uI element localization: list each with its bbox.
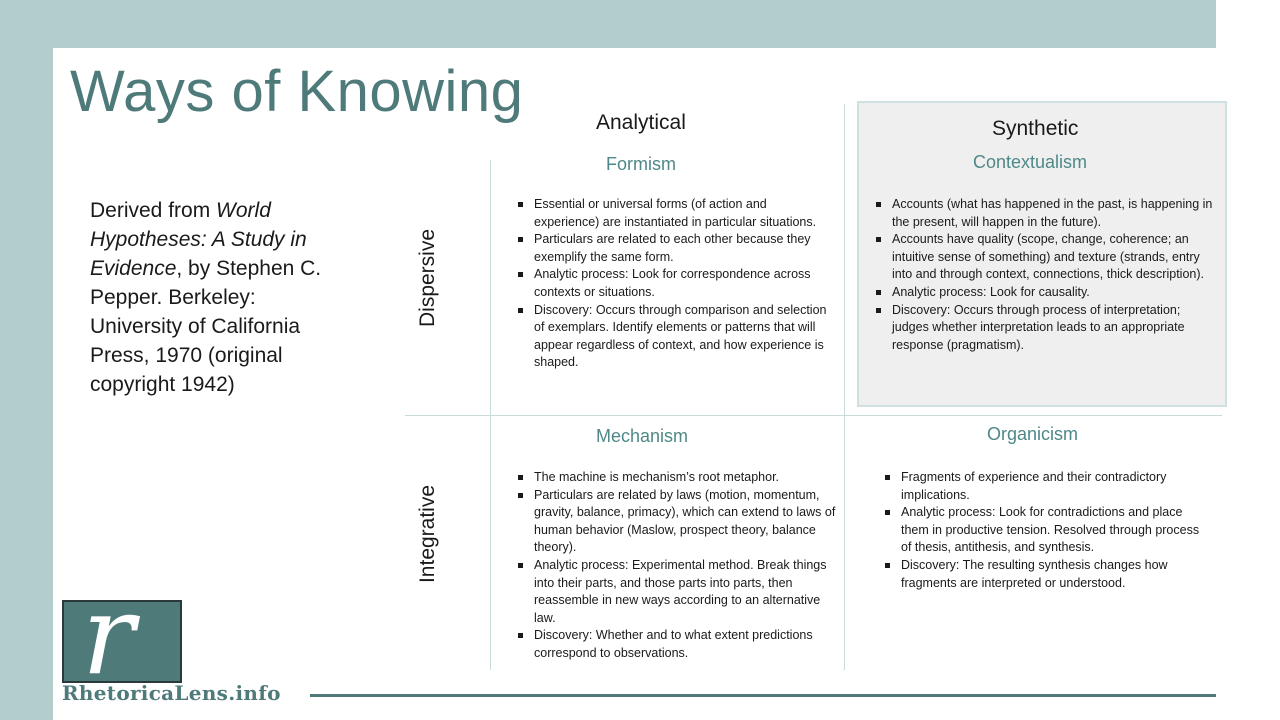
- list-item: Analytic process: Look for causality.: [874, 284, 1216, 302]
- left-accent-band: [0, 0, 53, 720]
- list-item: Particulars are related to each other because they exemplify the same form.: [516, 231, 834, 266]
- organicism-bullet-list: [883, 469, 1203, 592]
- mechanism-bullet-list: [516, 469, 836, 663]
- cell-heading-contextualism: Contextualism: [973, 152, 1088, 172]
- list-item: Discovery: Whether and to what extent predictions correspond to observations.: [516, 627, 836, 662]
- list-item: Essential or universal forms (of action and experience) are instantiated in particular situations.: [516, 196, 834, 231]
- rhetoricalens-logo-icon: [62, 600, 182, 683]
- source-suffix: , by Stephen C. Pepper. Berkeley: University of California Press, 1970 (original copyright 1942): [90, 257, 322, 396]
- list-item: Analytic process: Look for contradictions and place them in productive tension. Resolved through process of thesis, antithesis, and synthesis.: [883, 504, 1203, 557]
- logo-wordmark: RhetoricaLens.info: [62, 681, 281, 705]
- grid-divider-horizontal: [405, 415, 1222, 416]
- row-header-dispersive: Dispersive: [416, 228, 439, 328]
- list-item: The machine is mechanism’s root metaphor.: [516, 469, 836, 487]
- cell-heading-formism: Formism: [606, 154, 676, 174]
- column-header-analytical: Analytical: [596, 111, 686, 134]
- top-accent-band: [0, 0, 1216, 48]
- source-citation: [90, 196, 330, 399]
- list-item: Accounts (what has happened in the past, is happening in the present, will happen in the future).: [874, 196, 1216, 231]
- list-item: Discovery: Occurs through comparison and selection of exemplars. Identify elements or patterns that will appear regardless of context, and how experience is shaped.: [516, 302, 834, 372]
- list-item: Discovery: Occurs through process of interpretation; judges whether interpretation leads to an appropriate response (pragmatism).: [874, 302, 1216, 355]
- list-item: Analytic process: Experimental method. Break things into their parts, and those parts into parts, then reassemble in new ways according to an alternative law.: [516, 557, 836, 627]
- list-item: Accounts have quality (scope, change, coherence; an intuitive sense of something) and texture (strands, entry into and through context, connections, thick description).: [874, 231, 1216, 284]
- cell-heading-mechanism: Mechanism: [596, 426, 689, 446]
- list-item: Analytic process: Look for correspondence across contexts or situations.: [516, 266, 834, 301]
- list-item: Discovery: The resulting synthesis changes how fragments are interpreted or understood.: [883, 557, 1203, 592]
- logo-letter: r: [82, 600, 135, 683]
- column-header-synthetic: Synthetic: [992, 117, 1079, 140]
- contextualism-bullet-list: [874, 196, 1216, 354]
- row-header-integrative: Integrative: [416, 484, 439, 584]
- formism-bullet-list: [516, 196, 834, 372]
- footer-divider: [310, 694, 1216, 697]
- grid-divider-middle: [844, 104, 845, 670]
- list-item: Particulars are related by laws (motion, momentum, gravity, balance, primacy), which can extend to laws of human behavior (Maslow, prospect theory, balance theory).: [516, 487, 836, 557]
- source-book-title: World Hypotheses: A Study in Evidence: [90, 199, 307, 280]
- cell-heading-organicism: Organicism: [987, 424, 1079, 444]
- list-item: Fragments of experience and their contradictory implications.: [883, 469, 1203, 504]
- source-prefix: Derived from: [90, 199, 217, 222]
- page-title: Ways of Knowing: [70, 59, 524, 124]
